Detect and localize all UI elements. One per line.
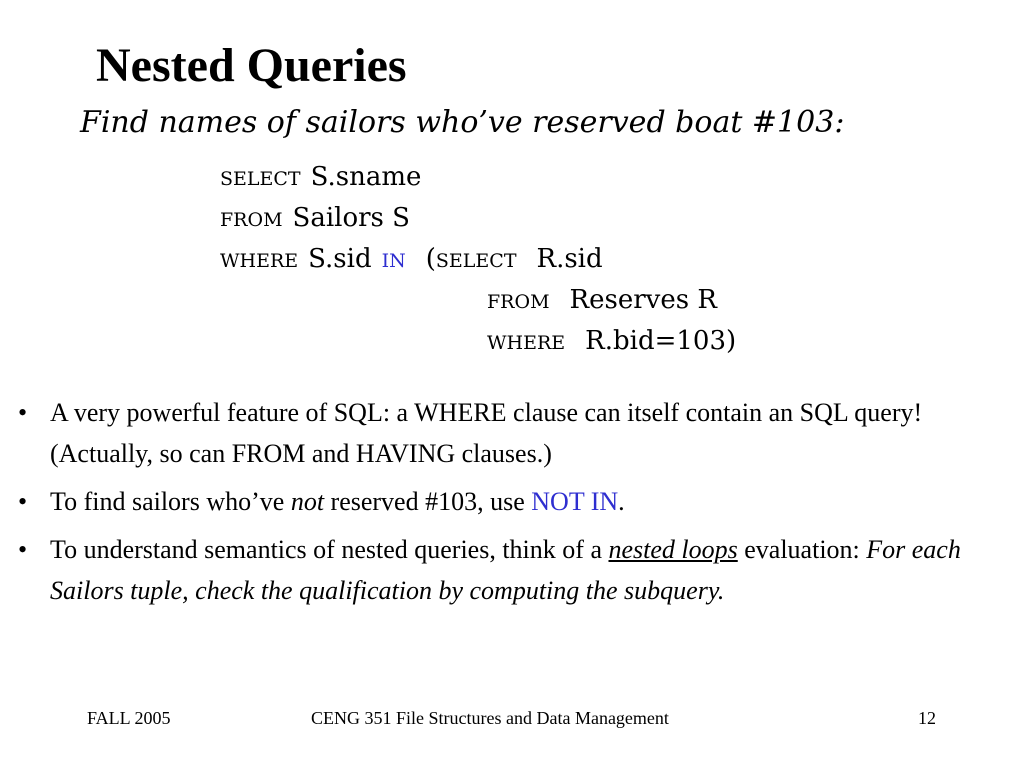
sql-subquery-keyword-where: WHERE [487,332,566,354]
slide-subtitle: Find names of sailors who’ve reserved boat #103: [80,105,845,140]
footer-date: FALL 2005 [87,708,171,728]
sql-subquery-column: R.sid [536,244,603,274]
bullet-item [18,481,1008,522]
bullet-icon: • [18,398,28,427]
footer-page-number: 12 [918,708,936,728]
bullet-text: A very powerful feature of SQL: a WHERE clause can itself contain an SQL query! (Actually, so can FROM and HAVING clauses.) [50,398,923,468]
sql-line-where [220,242,603,278]
bullet-item [18,392,1008,474]
slide-title: Nested Queries [96,39,407,92]
bullet-item [18,529,1008,611]
bullet-list [18,392,1008,618]
sql-keyword-from: FROM [220,209,283,231]
sql-from-table: Sailors S [292,203,410,233]
bullet-text: evaluation: [737,535,867,564]
sql-subquery-keyword-select: SELECT [435,250,517,272]
sql-line-subquery-from [487,283,717,319]
bullet-text: To find sailors who’ve [50,487,291,516]
sql-line-subquery-where [487,324,736,360]
footer-course: CENG 351 File Structures and Data Management [311,708,669,728]
bullet-text: To understand semantics of nested queries, think of a [50,535,609,564]
sql-keyword-in: IN [381,250,406,272]
bullet-icon: • [18,487,28,516]
bullet-highlight: NOT IN [531,487,619,516]
bullet-text: . [618,487,625,516]
sql-keyword-select: SELECT [220,168,301,190]
sql-subquery-keyword-from: FROM [487,291,550,313]
bullet-underlined-emphasis: nested loops [608,535,738,564]
bullet-emphasis: not [290,487,325,516]
sql-open-paren: ( [425,244,436,274]
bullet-text: reserved #103, use [324,487,532,516]
sql-subquery-condition: R.bid=103) [585,326,737,356]
bullet-emphasis: For each Sailors tuple, check the qualification by computing the subquery. [50,535,961,605]
sql-select-column: S.sname [310,162,422,192]
sql-keyword-where: WHERE [220,250,299,272]
sql-where-column: S.sid [308,244,372,274]
sql-line-from [220,201,410,237]
sql-subquery-table: Reserves R [569,285,717,315]
sql-line-select [220,160,421,196]
bullet-icon: • [18,535,28,564]
